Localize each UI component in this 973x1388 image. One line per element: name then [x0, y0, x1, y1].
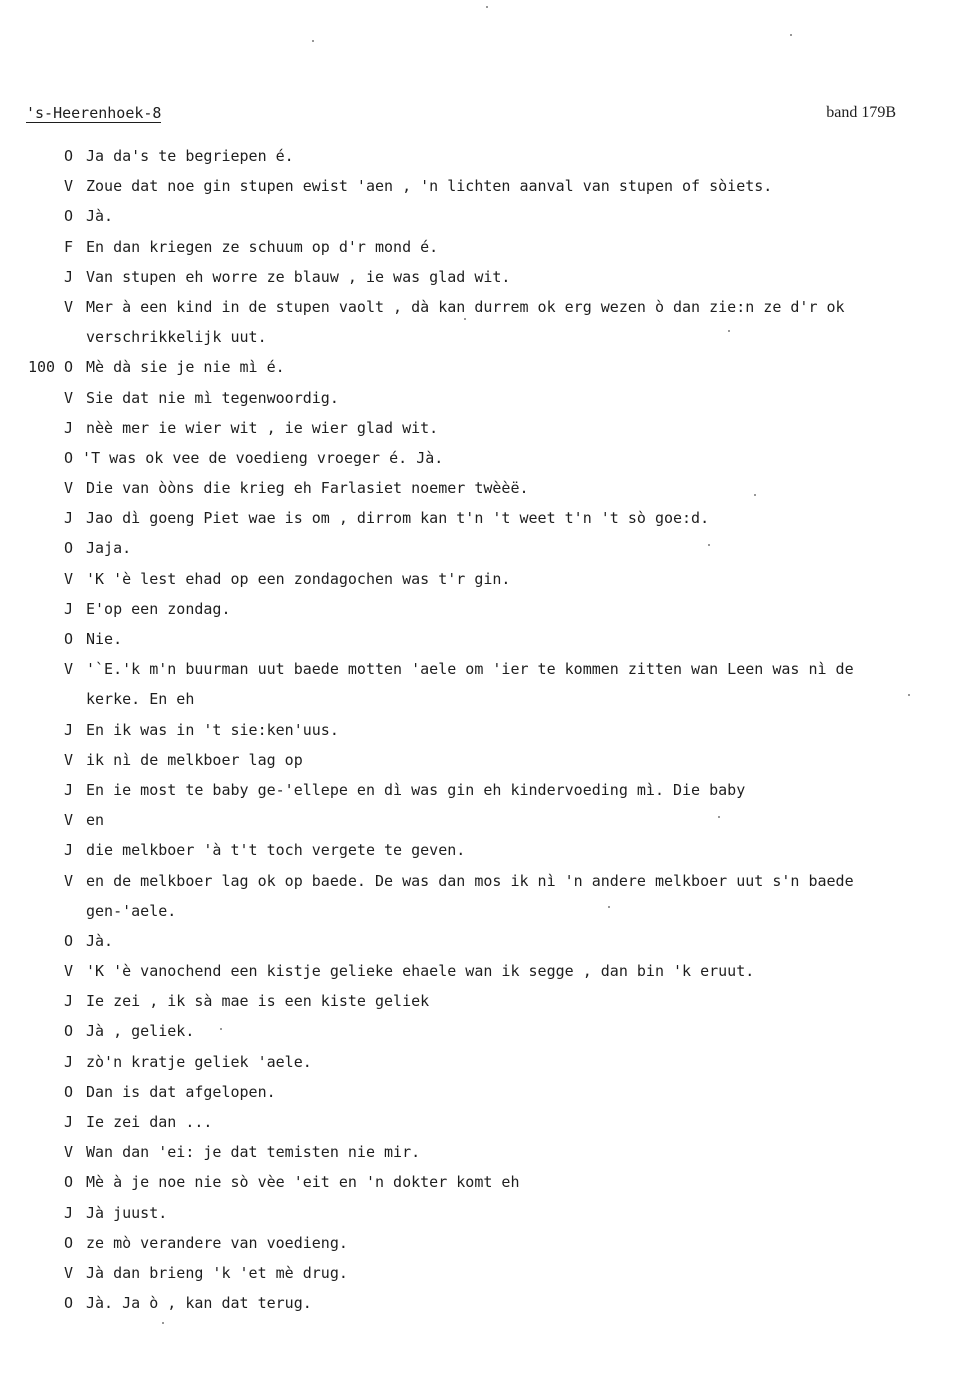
utterance-text: Jà , geliek. — [86, 1022, 195, 1041]
scan-speck — [728, 330, 730, 332]
speaker-label: V — [64, 569, 74, 588]
speaker-label: O — [64, 207, 74, 226]
transcript-line — [0, 1052, 973, 1082]
scan-speck — [486, 6, 488, 8]
speaker-label: J — [64, 599, 74, 618]
scan-speck — [608, 906, 610, 908]
transcript-line — [0, 780, 973, 810]
speaker-label: O — [64, 1173, 74, 1192]
page-header — [26, 104, 896, 126]
transcript-line — [0, 357, 973, 387]
scan-speck — [464, 318, 466, 320]
speaker-label: J — [64, 1113, 74, 1131]
utterance-text: verschrikkelijk uut. — [86, 328, 267, 347]
band-label: band 179B — [826, 104, 896, 121]
utterance-text: Jà. Ja ò , kan dat terug. — [86, 1294, 312, 1313]
speaker-label: V — [64, 660, 74, 679]
utterance-text: Wan dan 'ei: je dat temisten nie mir. — [86, 1143, 421, 1162]
speaker-label: O — [64, 147, 74, 165]
utterance-text: ze mò verandere van voedieng. — [86, 1233, 348, 1252]
utterance-text: gen-'aele. — [86, 901, 177, 920]
scan-speck — [790, 34, 792, 36]
transcript-line — [0, 327, 973, 357]
transcript-line — [0, 297, 973, 327]
utterance-text: '`E.'k m'n buurman uut baede motten 'aele om 'ier te kommen zitten wan Leen was nì de — [86, 660, 854, 679]
speaker-label: O — [64, 1022, 74, 1041]
scan-speck — [312, 40, 314, 42]
speaker-label: O — [64, 358, 74, 377]
speaker-label: J — [64, 992, 74, 1011]
speaker-label: O — [64, 539, 74, 558]
transcript-lines — [0, 146, 973, 1323]
transcript-line — [0, 206, 973, 236]
utterance-text: Jao dì goeng Piet wae is om , dirrom kan t'n 't weet t'n 't sò goe:d. — [86, 509, 710, 528]
utterance-text: Jà juust. — [86, 1203, 168, 1222]
utterance-text: 'K 'è vanochend een kistje gelieke ehaele wan ik segge , dan bin 'k eruut. — [86, 962, 755, 981]
utterance-text: Ie zei , ik sà mae is een kiste geliek — [86, 992, 430, 1011]
speaker-label: V — [64, 811, 74, 830]
speaker-label: J — [64, 1203, 74, 1222]
utterance-text: Ja da's te begriepen é. — [86, 147, 294, 165]
transcript-line — [0, 720, 973, 750]
transcript-line — [0, 1082, 973, 1112]
speaker-label: V — [64, 1143, 74, 1162]
transcript-line — [0, 901, 973, 931]
utterance-text: Ie zei dan ... — [86, 1113, 213, 1131]
transcript-line — [0, 569, 973, 599]
utterance-text: 'K 'è lest ehad op een zondagochen was t'r gin. — [86, 569, 511, 588]
transcript-line — [0, 388, 973, 418]
utterance-text: En ie most te baby ge-'ellepe en dì was gin eh kindervoeding mì. Die baby — [86, 780, 746, 799]
utterance-text: En dan kriegen ze schuum op d'r mond é. — [86, 237, 439, 256]
transcript-line — [0, 810, 973, 840]
utterance-text: Van stupen eh worre ze blauw , ie was glad wit. — [86, 267, 511, 286]
transcript-line — [0, 599, 973, 629]
transcript-line — [0, 991, 973, 1021]
transcript-line — [0, 1203, 973, 1233]
utterance-text: zò'n kratje geliek 'aele. — [86, 1052, 312, 1071]
speaker-label: O — [64, 931, 74, 950]
speaker-label: V — [64, 962, 74, 981]
speaker-label: V — [64, 1263, 74, 1282]
speaker-label: V — [64, 479, 74, 498]
utterance-text: en de melkboer lag ok op baede. De was dan mos ik nì 'n andere melkboer uut s'n baede — [86, 871, 854, 890]
transcript-line — [0, 931, 973, 961]
utterance-text: Nie. — [86, 630, 123, 648]
speaker-label: J — [64, 267, 74, 286]
transcript-line — [0, 659, 973, 689]
speaker-label: O — [64, 1294, 74, 1313]
transcript-line — [0, 146, 973, 176]
scan-speck — [162, 1322, 164, 1324]
speaker-label: J — [64, 841, 74, 860]
utterance-text: Jaja. — [86, 539, 132, 558]
speaker-label: V — [64, 871, 74, 890]
utterance-text: O 'T was ok vee de voedieng vroeger é. Jà. — [64, 448, 444, 467]
utterance-text: en — [86, 811, 105, 830]
transcript-line — [0, 961, 973, 991]
line-number: 100 — [28, 358, 56, 377]
speaker-label: V — [64, 388, 74, 407]
transcript-line — [0, 478, 973, 508]
transcript-line — [0, 176, 973, 206]
speaker-label: V — [64, 297, 74, 316]
transcript-line — [0, 1112, 973, 1142]
utterance-text: Mer à een kind in de stupen vaolt , dà kan durrem ok erg wezen ò dan zie:n ze d'r ok — [86, 297, 845, 316]
speaker-label: F — [64, 237, 74, 256]
transcript-line — [0, 1021, 973, 1051]
transcript-line — [0, 1233, 973, 1263]
transcript-line — [0, 508, 973, 538]
scan-speck — [908, 694, 910, 696]
transcript-line — [0, 689, 973, 719]
transcript-line — [0, 1293, 973, 1323]
document-title: 's-Heerenhoek-8 — [26, 104, 162, 122]
utterance-text: Jà dan brieng 'k 'et mè drug. — [86, 1263, 348, 1282]
transcript-line — [0, 538, 973, 568]
speaker-label: J — [64, 780, 74, 799]
transcript-line — [0, 1263, 973, 1293]
transcript-line — [0, 629, 973, 659]
speaker-label: V — [64, 177, 74, 196]
transcript-line — [0, 1172, 973, 1202]
speaker-label: V — [64, 750, 74, 769]
speaker-label: J — [64, 418, 74, 437]
transcript-line — [0, 237, 973, 267]
transcript-line — [0, 1142, 973, 1172]
utterance-text: Mè dà sie je nie mì é. — [86, 358, 285, 377]
utterance-text: Sie dat nie mì tegenwoordig. — [86, 388, 339, 407]
transcript-line — [0, 418, 973, 448]
utterance-text: Zoue dat noe gin stupen ewist 'aen , 'n lichten aanval van stupen of sòiets. — [86, 177, 773, 196]
scan-speck — [708, 544, 710, 546]
utterance-text: Jà. — [86, 207, 114, 226]
speaker-label: O — [64, 1082, 74, 1101]
utterance-text: die melkboer 'à t't toch vergete te geven. — [86, 841, 466, 860]
transcript-line — [0, 448, 973, 478]
utterance-text: Dan is dat afgelopen. — [86, 1082, 276, 1101]
scan-speck — [220, 1028, 222, 1030]
speaker-label: O — [64, 630, 74, 648]
utterance-text: En ik was in 't sie:ken'uus. — [86, 720, 339, 739]
scan-speck — [754, 494, 756, 496]
transcript-line — [0, 871, 973, 901]
utterance-text: Jà. — [86, 931, 114, 950]
speaker-label: J — [64, 1052, 74, 1071]
utterance-text: kerke. En eh — [86, 690, 195, 709]
transcript-line — [0, 840, 973, 870]
utterance-text: nèè mer ie wier wit , ie wier glad wit. — [86, 418, 439, 437]
speaker-label: O — [64, 1233, 74, 1252]
utterance-text: Mè à je noe nie sò vèe 'eit en 'n dokter komt eh — [86, 1173, 520, 1192]
utterance-text: Die van òòns die krieg eh Farlasiet noemer twèèë. — [86, 479, 529, 498]
speaker-label: J — [64, 509, 74, 528]
utterance-text: ik nì de melkboer lag op — [86, 750, 303, 769]
speaker-label: J — [64, 720, 74, 739]
utterance-text: E'op een zondag. — [86, 599, 231, 618]
transcript-line — [0, 750, 973, 780]
scan-speck — [718, 816, 720, 818]
transcript-line — [0, 267, 973, 297]
